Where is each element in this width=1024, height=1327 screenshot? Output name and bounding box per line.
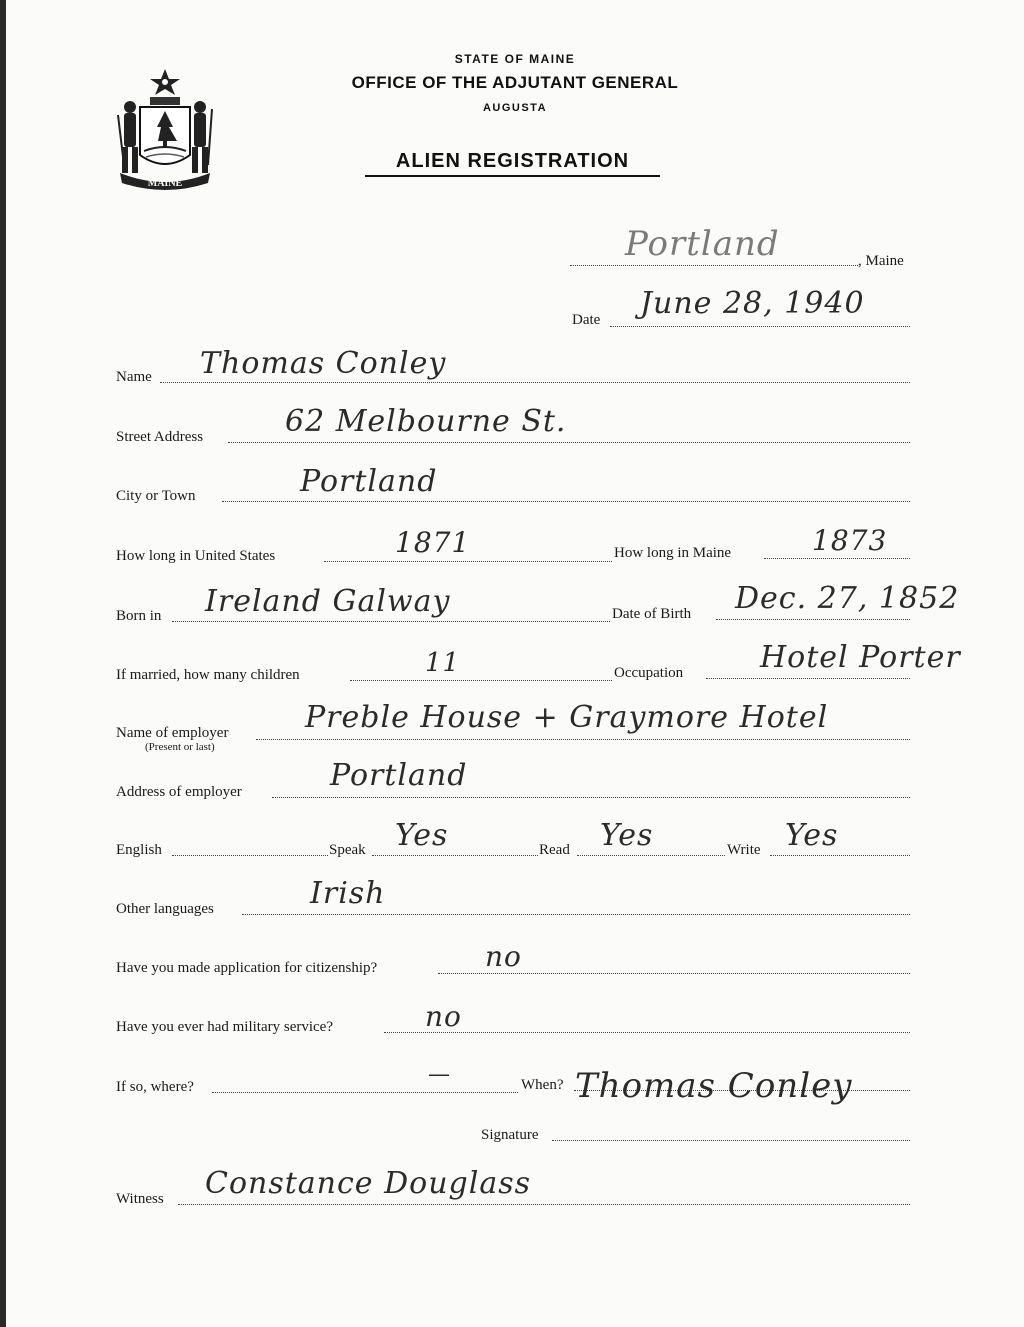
write-value: Yes: [785, 818, 839, 853]
other-languages-label: Other languages: [116, 901, 214, 917]
military-line: [384, 1032, 910, 1033]
when-label: When?: [521, 1077, 564, 1093]
long-us-label: How long in United States: [116, 548, 276, 564]
born-label: Born in: [116, 608, 162, 624]
where-line: [212, 1092, 518, 1093]
citizenship-label: Have you made application for citizenship?: [116, 960, 378, 976]
date-label: Date: [572, 312, 601, 328]
military-value: no: [425, 1000, 462, 1033]
occupation-line: [706, 678, 910, 679]
citizenship-value: no: [485, 940, 522, 973]
employer-address-value: Portland: [330, 758, 468, 793]
long-maine-value: 1873: [812, 524, 888, 557]
date-line: [610, 326, 910, 327]
military-label: Have you ever had military service?: [116, 1019, 333, 1035]
children-line: [350, 680, 612, 681]
maine-seal-icon: [110, 65, 220, 193]
read-label: Read: [539, 842, 570, 858]
city-label: City or Town: [116, 488, 196, 504]
dob-label: Date of Birth: [612, 606, 692, 622]
employer-value: Preble House + Graymore Hotel: [305, 700, 829, 735]
born-line: [172, 621, 610, 622]
write-line: [770, 855, 910, 856]
street-line: [228, 442, 910, 443]
speak-line: [372, 855, 538, 856]
witness-value: Constance Douglass: [205, 1166, 531, 1201]
city-value: Portland: [300, 464, 438, 499]
employer-address-label: Address of employer: [116, 784, 242, 800]
write-label: Write: [727, 842, 761, 858]
seal-banner-text: MAINE: [147, 178, 183, 189]
employer-line: [256, 739, 910, 740]
long-us-line: [324, 561, 612, 562]
speak-label: Speak: [329, 842, 366, 858]
occupation-label: Occupation: [614, 665, 684, 681]
header-state: STATE OF MAINE: [454, 52, 576, 66]
street-value: 62 Melbourne St.: [285, 404, 567, 439]
city-line: [222, 501, 910, 502]
speak-value: Yes: [395, 818, 449, 853]
dob-value: Dec. 27, 1852: [735, 581, 960, 616]
employer-address-line: [272, 797, 910, 798]
english-line: [172, 855, 328, 856]
dob-line: [716, 619, 910, 620]
signature-label: Signature: [481, 1127, 539, 1143]
born-value: Ireland Galway: [205, 584, 451, 619]
name-label: Name: [116, 369, 152, 385]
citizenship-line: [438, 973, 910, 974]
where-label: If so, where?: [116, 1079, 194, 1095]
header-city: AUGUSTA: [482, 102, 548, 114]
form-title: ALIEN REGISTRATION: [365, 150, 660, 177]
witness-label: Witness: [116, 1191, 164, 1207]
date-value: June 28, 1940: [640, 286, 865, 321]
header-office: OFFICE OF THE ADJUTANT GENERAL: [351, 73, 679, 92]
witness-line: [178, 1204, 910, 1205]
place-value: Portland: [625, 224, 780, 264]
signature-line: [552, 1140, 910, 1141]
name-line: [160, 382, 910, 383]
read-line: [577, 855, 725, 856]
other-languages-line: [242, 914, 910, 915]
long-us-value: 1871: [395, 526, 471, 559]
where-value: —: [428, 1062, 451, 1087]
name-value: Thomas Conley: [200, 346, 447, 381]
occupation-value: Hotel Porter: [760, 640, 961, 675]
long-maine-label: How long in Maine: [614, 545, 732, 561]
long-maine-line: [764, 558, 910, 559]
children-value: 11: [425, 648, 461, 678]
other-languages-value: Irish: [310, 876, 386, 911]
english-label: English: [116, 842, 162, 858]
place-suffix: , Maine: [858, 253, 904, 269]
street-label: Street Address: [116, 429, 204, 445]
employer-sublabel: (Present or last): [145, 741, 215, 753]
signature-value: Thomas Conley: [575, 1066, 853, 1106]
place-line: [570, 265, 858, 266]
children-label: If married, how many children: [116, 667, 300, 683]
scan-edge: [0, 0, 6, 1327]
employer-label: Name of employer: [116, 725, 229, 741]
read-value: Yes: [600, 818, 654, 853]
